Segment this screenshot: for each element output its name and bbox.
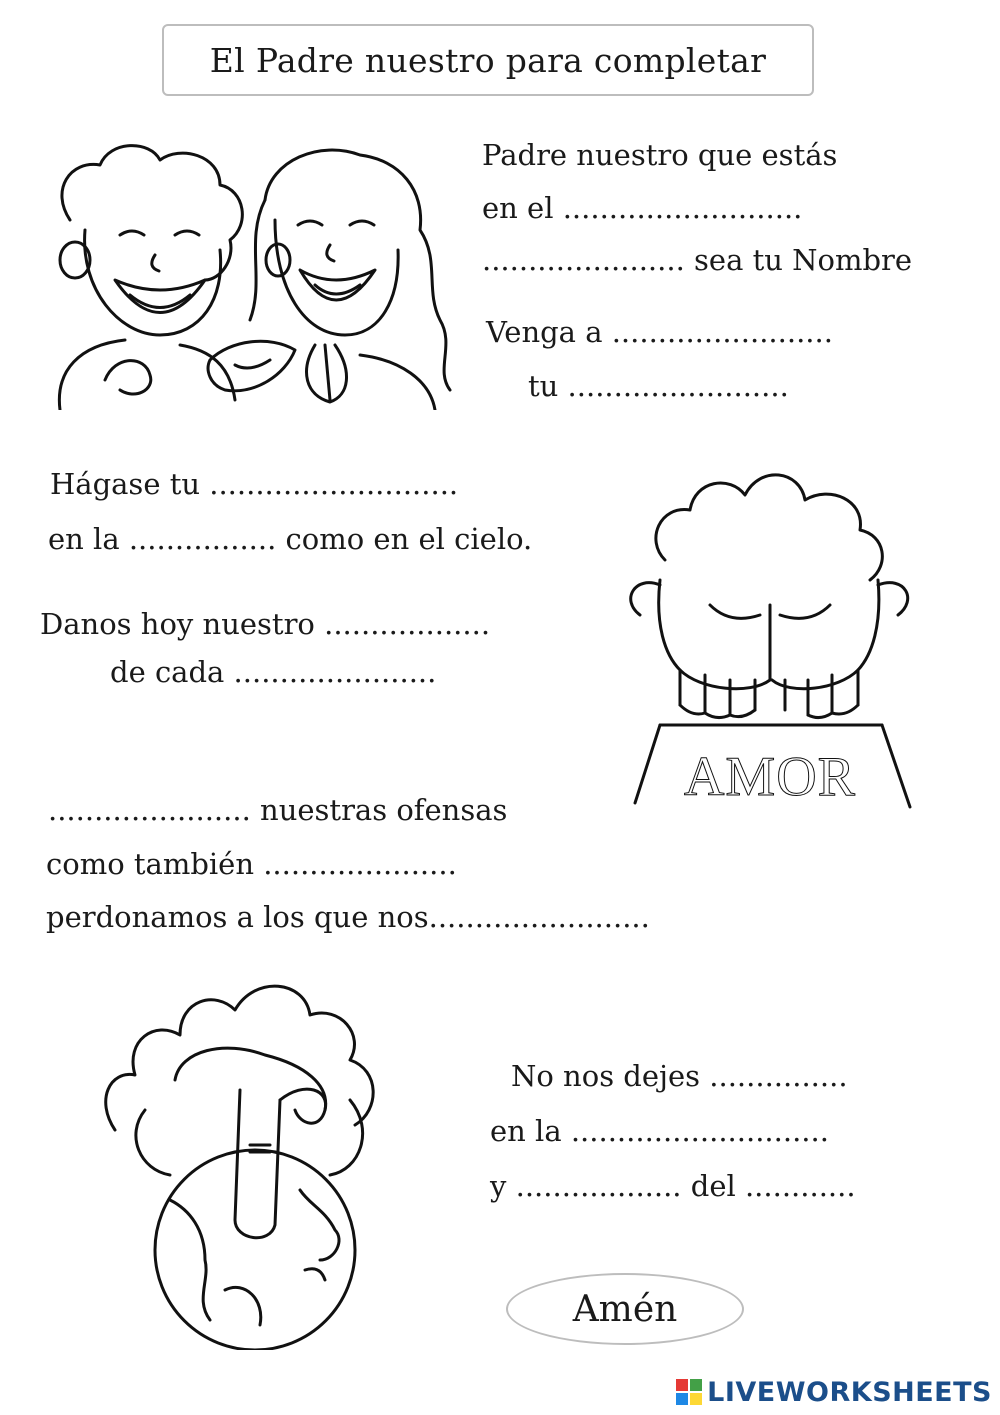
hand-on-globe-icon [95, 960, 405, 1350]
stanza-line: en el .......................... [482, 191, 803, 225]
liveworksheets-footer [675, 1375, 992, 1409]
stanza-line: Padre nuestro que estás [482, 138, 838, 172]
stanza-line: Hágase tu ........................... [50, 467, 459, 501]
amor-label: AMOR [683, 746, 857, 808]
stanza-line: perdonamos a los que nos........................ [46, 900, 650, 934]
liveworksheets-logo-icon [675, 1378, 703, 1406]
stanza-line: de cada ...................... [110, 655, 437, 689]
page-title: El Padre nuestro para completar [162, 24, 814, 96]
stanza-line: ...................... nuestras ofensas [48, 793, 508, 827]
praying-children-icon [30, 130, 470, 410]
amor-hands-icon [620, 455, 920, 815]
stanza-line: Venga a ........................ [486, 315, 833, 349]
stanza-line: tu ........................ [528, 369, 789, 403]
amen-label: Amén [506, 1273, 744, 1345]
stanza-line: ...................... sea tu Nombre [482, 243, 913, 277]
stanza-line: No nos dejes ............... [511, 1059, 848, 1093]
stanza-line: como también ..................... [46, 847, 457, 881]
brand-name: LIVEWORKSHEETS [707, 1376, 992, 1408]
stanza-line: en la ................ como en el cielo. [48, 522, 533, 556]
stanza-line: Danos hoy nuestro .................. [40, 607, 491, 641]
stanza-line: y .................. del ............ [490, 1169, 856, 1203]
stanza-line: en la ............................ [490, 1114, 829, 1148]
